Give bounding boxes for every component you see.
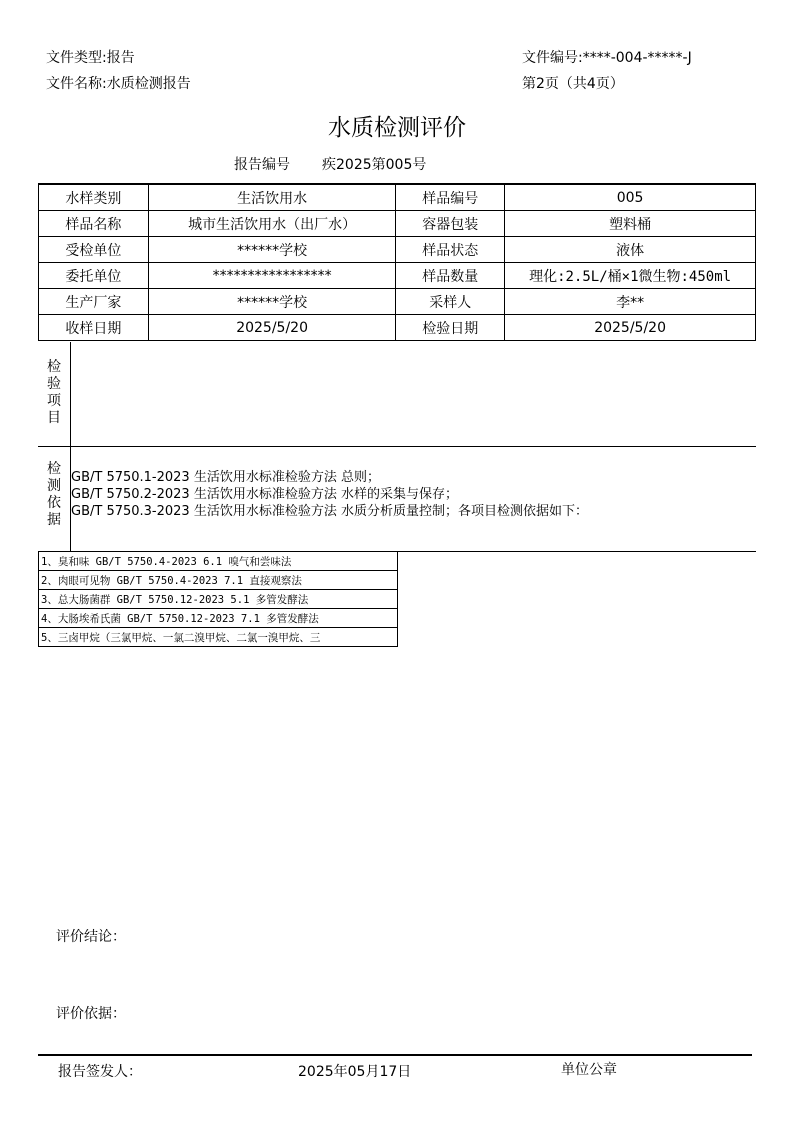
method-item: 1、臭和味 GB/T 5750.4-2023 6.1 嗅气和尝味法 xyxy=(39,552,398,571)
test-basis-label: 检 测 依 据 xyxy=(47,461,61,528)
field-label: 检验日期 xyxy=(396,315,505,341)
test-basis-text xyxy=(71,469,588,520)
field-value: 李** xyxy=(505,289,756,315)
test-items-section xyxy=(38,342,756,447)
basis-line: GB/T 5750.1-2023 生活饮用水标准检验方法 总则； xyxy=(71,470,380,485)
field-value: ***************** xyxy=(148,263,396,289)
evaluation-basis-label: 评价依据： xyxy=(56,1006,126,1022)
field-label: 生产厂家 xyxy=(39,289,149,315)
info-row xyxy=(39,289,756,315)
info-row xyxy=(39,237,756,263)
method-item: 4、大肠埃希氏菌 GB/T 5750.12-2023 7.1 多管发酵法 xyxy=(39,609,398,628)
field-label: 收样日期 xyxy=(39,315,149,341)
info-row xyxy=(39,211,756,237)
field-value: ******学校 xyxy=(148,237,396,263)
footer-divider xyxy=(38,1054,752,1056)
sample-info-table xyxy=(38,183,756,341)
evaluation-conclusion-label: 评价结论： xyxy=(56,929,126,945)
method-items-table xyxy=(38,551,398,647)
field-label: 样品编号 xyxy=(396,184,505,211)
method-item: 2、肉眼可见物 GB/T 5750.4-2023 7.1 直接观察法 xyxy=(39,571,398,590)
info-row xyxy=(39,184,756,211)
field-label: 样品数量 xyxy=(396,263,505,289)
test-basis-section xyxy=(38,447,756,552)
method-item: 3、总大肠菌群 GB/T 5750.12-2023 5.1 多管发酵法 xyxy=(39,590,398,609)
info-row xyxy=(39,315,756,341)
report-number: 疾2025第005号 xyxy=(322,157,427,173)
doc-name: 文件名称:水质检测报告 xyxy=(46,76,191,92)
field-value: 理化:2.5L/桶×1微生物:450ml xyxy=(505,263,756,289)
field-label: 样品名称 xyxy=(39,211,149,237)
seal-label: 单位公章 xyxy=(561,1062,617,1078)
test-items-label: 检 验 项 目 xyxy=(47,359,61,426)
field-value: 液体 xyxy=(505,237,756,263)
field-label: 容器包装 xyxy=(396,211,505,237)
field-value: ******学校 xyxy=(148,289,396,315)
doc-number: 文件编号:****-004-*****-J xyxy=(522,50,692,66)
field-label: 样品状态 xyxy=(396,237,505,263)
info-row xyxy=(39,263,756,289)
basis-line: GB/T 5750.3-2023 生活饮用水标准检验方法 水质分析质量控制；各项目检测依据如下： xyxy=(71,504,588,519)
report-number-label: 报告编号 xyxy=(234,157,290,173)
basis-line: GB/T 5750.2-2023 生活饮用水标准检验方法 水样的采集与保存； xyxy=(71,487,458,502)
issue-date: 2025年05月17日 xyxy=(298,1064,412,1080)
signer-label: 报告签发人： xyxy=(58,1064,142,1080)
divider xyxy=(70,342,71,446)
page-title: 水质检测评价 xyxy=(328,115,466,141)
field-label: 采样人 xyxy=(396,289,505,315)
field-value: 2025/5/20 xyxy=(505,315,756,341)
field-value: 生活饮用水 xyxy=(148,184,396,211)
field-value: 2025/5/20 xyxy=(148,315,396,341)
field-value: 塑料桶 xyxy=(505,211,756,237)
field-label: 受检单位 xyxy=(39,237,149,263)
field-label: 水样类别 xyxy=(39,184,149,211)
page-indicator: 第2页（共4页） xyxy=(522,76,624,92)
method-item: 5、三卤甲烷（三氯甲烷、一氯二溴甲烷、二氯一溴甲烷、三 xyxy=(39,628,398,647)
doc-type: 文件类型:报告 xyxy=(46,50,135,66)
field-value: 城市生活饮用水（出厂水） xyxy=(148,211,396,237)
field-value: 005 xyxy=(505,184,756,211)
field-label: 委托单位 xyxy=(39,263,149,289)
